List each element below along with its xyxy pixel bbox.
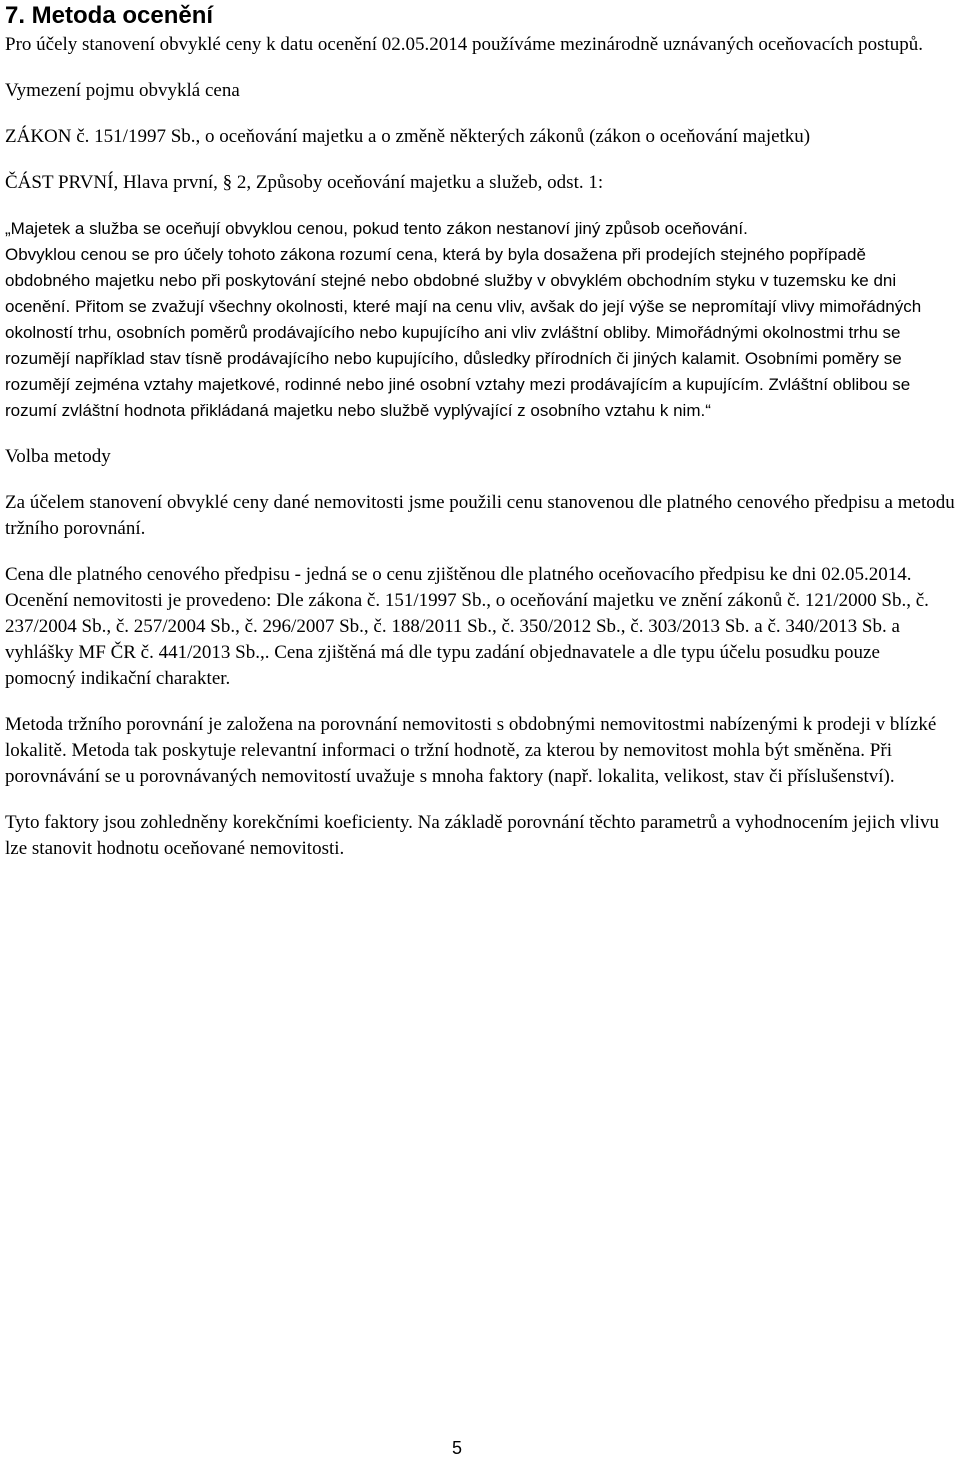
part-reference: ČÁST PRVNÍ, Hlava první, § 2, Způsoby oceňování majetku a služeb, odst. 1: [5,172,604,193]
quote-body: Obvyklou cenou se pro účely tohoto zákona rozumí cena, která by byla dosažena při prodejích stejného popřípadě obdobného majetku nebo při poskytování stejné nebo obdobné služby v obvyklém obchodním styku v tuzemsku ke dni ocenění. Přitom se zvažují všechny okolnosti, které mají na cenu vliv, avšak do její výše se nepromítají vlivy mimořádných okolností trhu, osobních poměrů prodávajícího nebo kupujícího ani vliv zvláštní obliby. Mimořádnými okolnostmi trhu se rozumějí například stav tísně prodávajícího nebo kupujícího, důsledky přírodních či jiných kalamit. Osobními poměry se rozumějí zejména vztahy majetkové, rodinné nebo jiné osobní vztahy mezi prodávajícím a kupujícím. Zvláštní oblibou se rozumí zvláštní hodnota přikládaná majetku nebo službě vyplývající z osobního vztahu k nim.“ [5,245,922,420]
method-title: Volba metody [5,446,111,467]
section-heading: 7. Metoda ocenění [5,2,214,29]
definition-title: Vymezení pojmu obvyklá cena [5,80,240,101]
method-choice-paragraph: Za účelem stanovení obvyklé ceny dané nemovitosti jsme použili cenu stanovenou dle platného cenového předpisu a metodu tržního porovnání. [5,492,955,539]
page-number: 5 [451,1438,462,1458]
price-regulation-paragraph: Cena dle platného cenového předpisu - jedná se o cenu zjištěnou dle platného oceňovacího předpisu ke dni 02.05.2014. Ocenění nemovitosti je provedeno: Dle zákona č. 151/1997 Sb., o oceňování majetku ve znění zákonů č. 121/2000 Sb., č. 237/2004 Sb., č. 257/2004 Sb., č. 296/2007 Sb., č. 188/2011 Sb., č. 350/2012 Sb., č. 303/2013 Sb. a č. 340/2013 Sb. a vyhlášky MF ČR č. 441/2013 Sb.,. Cena zjištěná má dle typu zadání objednavatele a dle typu účelu posudku pouze pomocný indikační charakter. [5,564,929,689]
quote-lead: „Majetek a služba se oceňují obvyklou cenou, pokud tento zákon nestanoví jiný způsob oceňování. [5,219,748,238]
intro-paragraph: Pro účely stanovení obvyklé ceny k datu ocenění 02.05.2014 používáme mezinárodně uznávaných oceňovacích postupů. [5,34,924,55]
factors-paragraph: Tyto faktory jsou zohledněny korekčními koeficienty. Na základě porovnání těchto parametrů a vyhodnocením jejich vlivu lze stanovit hodnotu oceňované nemovitosti. [5,812,939,859]
market-comparison-paragraph: Metoda tržního porovnání je založena na porovnání nemovitosti s obdobnými nemovitostmi nabízenými k prodeji v blízké lokalitě. Metoda tak poskytuje relevantní informaci o tržní hodnotě, za kterou by nemovitost mohla být směněna. Při porovnávání se u porovnávaných nemovitostí uvažuje s mnoha faktory (např. lokalita, velikost, stav či příslušenství). [5,714,937,787]
law-reference: ZÁKON č. 151/1997 Sb., o oceňování majetku a o změně některých zákonů (zákon o oceňování majetku) [5,126,811,147]
document-body [5,2,955,862]
